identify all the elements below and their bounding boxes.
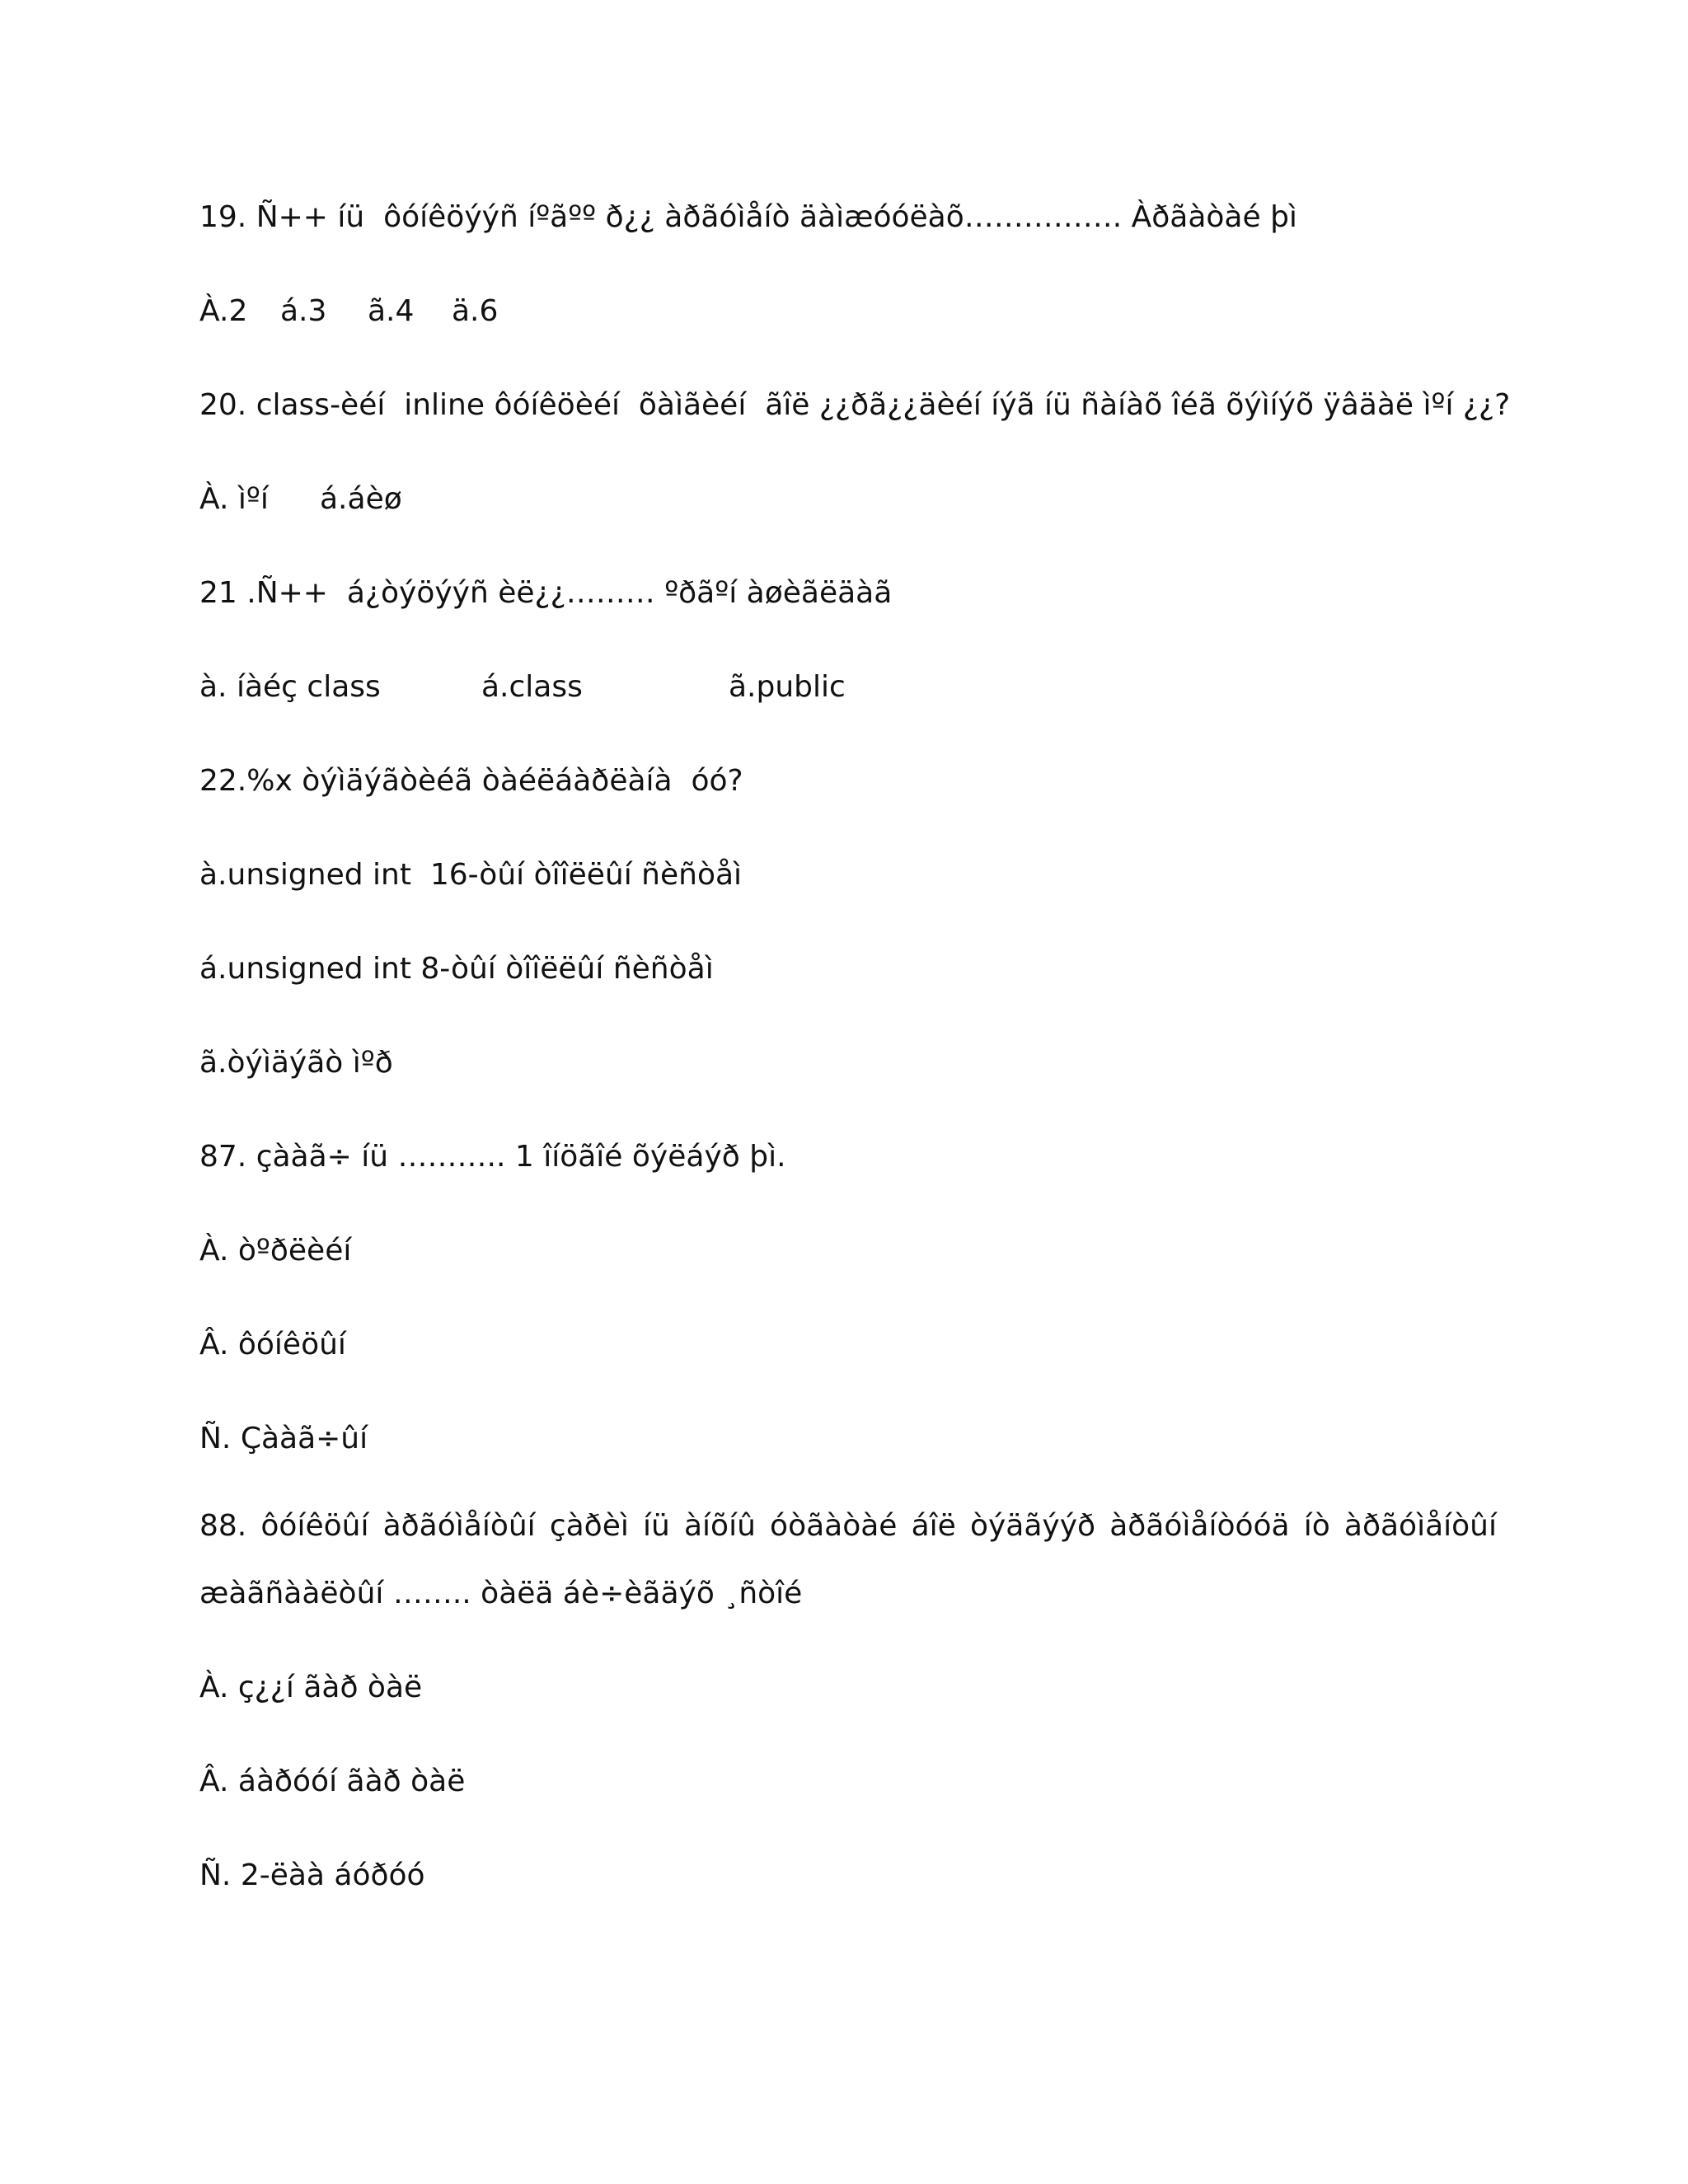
question-22-option-a: à.unsigned int 16-òûí òîîëëûí ñèñòåì [199, 858, 743, 892]
option-d: ä.6 [452, 294, 499, 328]
question-22-option-b: á.unsigned int 8-òûí òîîëëûí ñèñòåì [199, 952, 714, 986]
question-88-option-a: À. ç¿¿í ãàð òàë [199, 1671, 423, 1704]
option-a: À.2 [199, 294, 248, 328]
option-b: á.class [481, 670, 583, 704]
question-22: 22.%x òýìäýãòèéã òàéëáàðëàíà óó? [199, 764, 743, 798]
question-88-line-2: æàãñààëòûí …….. òàëä áè÷èãäýõ ¸ñòîé [199, 1577, 803, 1610]
question-21-options [199, 669, 846, 705]
option-b: á.áèø [320, 482, 402, 516]
question-88-option-b: Â. áàðóóí ãàð òàë [199, 1765, 466, 1798]
question-20-options [199, 481, 402, 518]
question-22-option-c: ã.òýìäýãò ìºð [199, 1046, 393, 1080]
option-a: à. íàéç class [199, 670, 381, 704]
question-88-option-c: Ñ. 2-ëàà áóðóó [199, 1858, 425, 1892]
option-b: á.3 [280, 294, 327, 328]
option-a: À. ìºí [199, 482, 269, 516]
option-c: ã.4 [368, 294, 415, 328]
option-c: ã.public [729, 670, 846, 704]
question-19: 19. Ñ++ íü ôóíêöýýñ íºãºº ð¿¿ àðãóìåíò äàìæóóëàõ……………. Àðãàòàé þì [199, 200, 1297, 234]
question-87-option-b: Â. ôóíêöûí [199, 1328, 346, 1361]
question-87: 87. çààã÷ íü ……….. 1 îíöãîé õýëáýð þì. [199, 1140, 786, 1174]
question-87-option-c: Ñ. Çààã÷ûí [199, 1422, 368, 1455]
question-21: 21 .Ñ++ á¿òýöýýñ èë¿¿……… ºðãºí àøèãëäàã [199, 576, 893, 610]
question-20: 20. class-èéí inline ôóíêöèéí õàìãèéí ãîë ¿¿ðã¿¿äèéí íýã íü ñàíàõ îéã õýìíýõ ÿâäàë ìºí ¿¿? [199, 388, 1511, 422]
question-88-line-1: 88. ôóíêöûí àðãóìåíòûí çàðèì íü àíõíû óòãàòàé áîë òýäãýýð àðãóìåíòóóä íò àðãóìåíòûí [199, 1509, 1497, 1543]
question-19-options [199, 293, 498, 330]
question-87-option-a: À. òºðëèéí [199, 1234, 352, 1268]
